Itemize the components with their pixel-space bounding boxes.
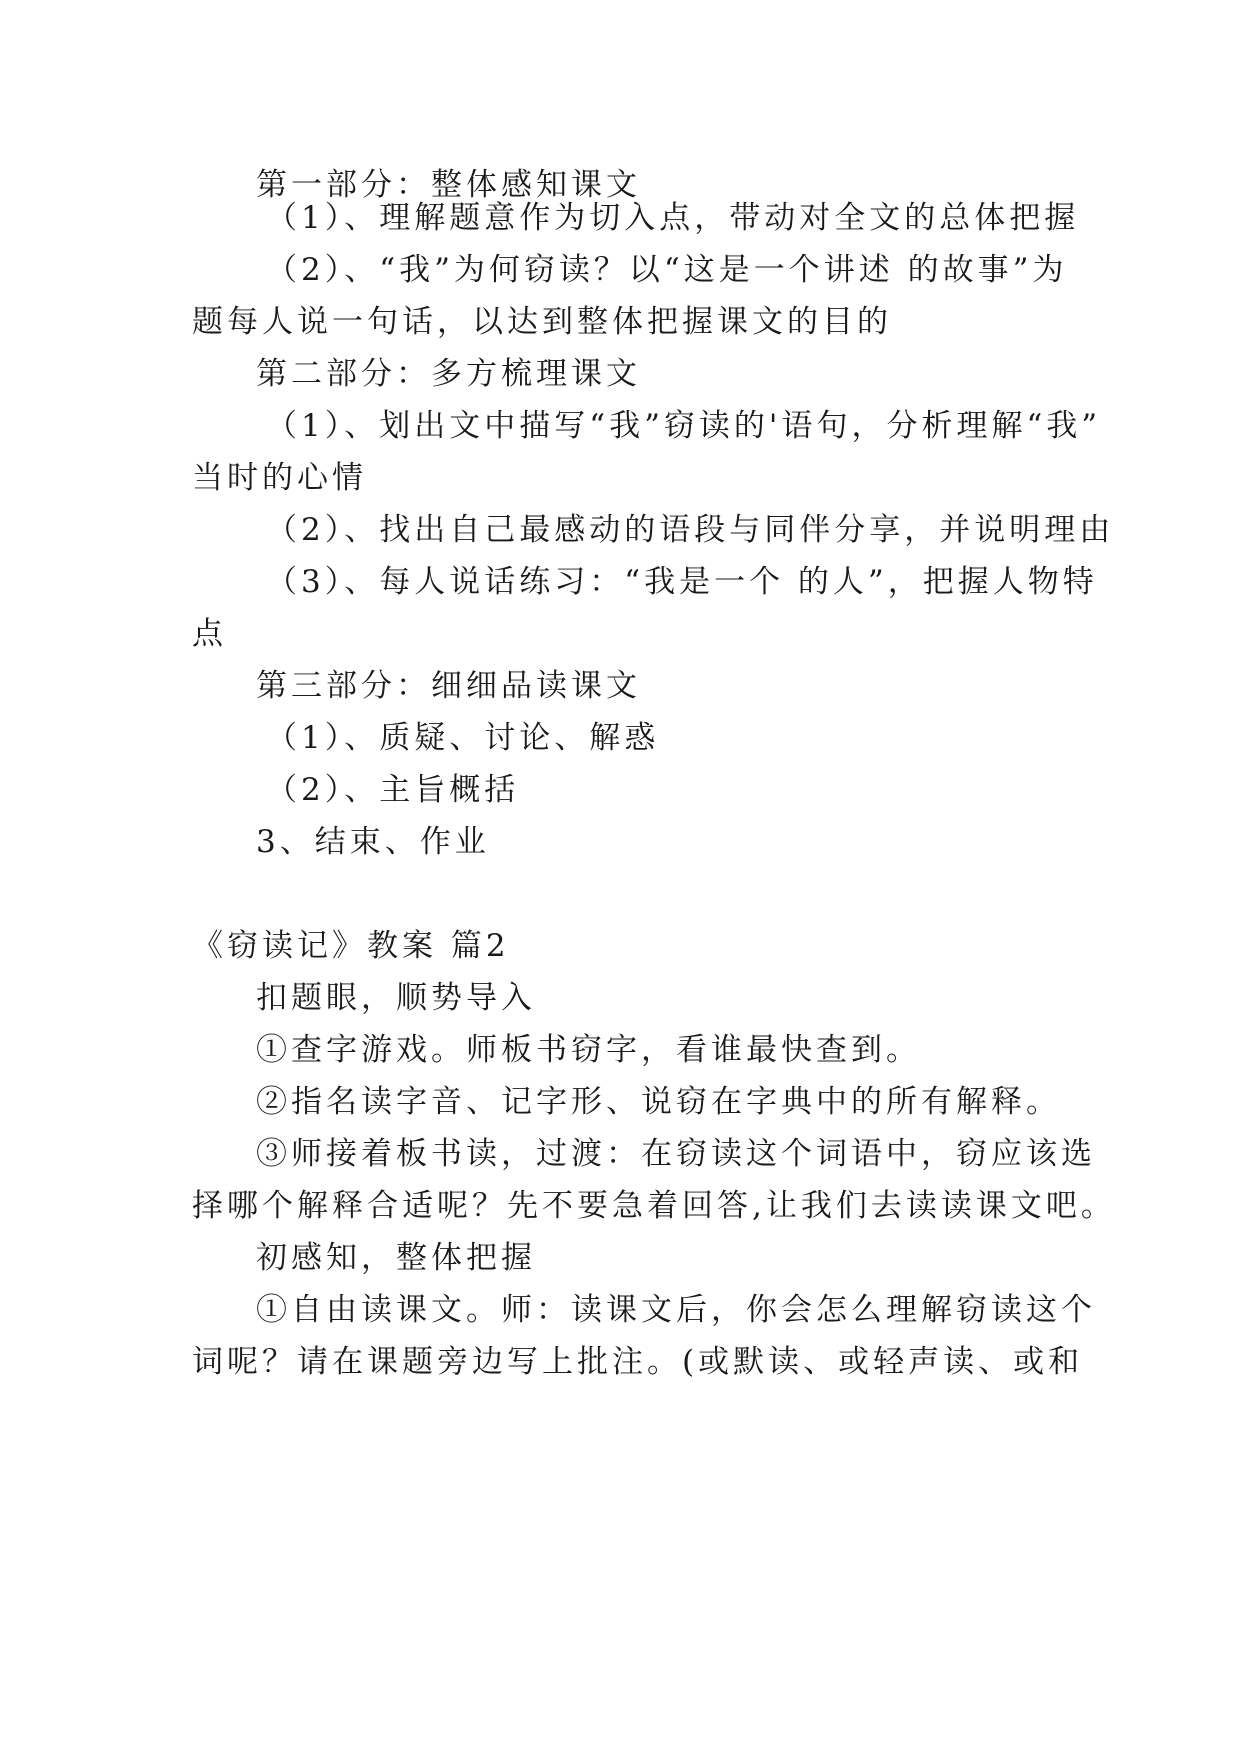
paragraph-line: （3）、每人说话练习：“我是一个 的人”，把握人物特 [266, 564, 1098, 600]
section-heading-part-one: 第一部分：整体感知课文 [256, 167, 641, 203]
paragraph-line: ①查字游戏。师板书窃字，看谁最快查到。 [256, 1032, 921, 1068]
paragraph-line: 题每人说一句话，以达到整体把握课文的目的 [192, 304, 892, 340]
paragraph-line: （2）、“我”为何窃读？以“这是一个讲述 的故事”为 [266, 252, 1068, 288]
paragraph-line: （2）、主旨概括 [266, 772, 520, 808]
paragraph-line: ①自由读课文。师：读课文后，你会怎么理解窃读这个 [256, 1292, 1096, 1328]
paragraph-line: ②指名读字音、记字形、说窃在字典中的所有解释。 [256, 1084, 1061, 1120]
paragraph-line: （2）、找出自己最感动的语段与同伴分享，并说明理由 [266, 512, 1115, 548]
paragraph-line: ③师接着板书读，过渡：在窃读这个词语中，窃应该选 [256, 1136, 1096, 1172]
paragraph-line: （1）、划出文中描写“我”窃读的'语句，分析理解“我” [266, 408, 1102, 444]
paragraph-line: （1）、理解题意作为切入点，带动对全文的总体把握 [266, 200, 1080, 236]
paragraph-line: 3、结束、作业 [256, 824, 490, 860]
section-heading: 扣题眼，顺势导入 [256, 980, 536, 1016]
paragraph-line: 点 [192, 616, 227, 652]
paragraph-line: 词呢？请在课题旁边写上批注。(或默读、或轻声读、或和 [192, 1344, 1084, 1380]
paragraph-line: 当时的心情 [192, 460, 367, 496]
paragraph-line: （1）、质疑、讨论、解惑 [266, 720, 660, 756]
section-heading-part-three: 第三部分：细细品读课文 [256, 668, 641, 704]
paragraph-line: 择哪个解释合适呢？先不要急着回答,让我们去读读课文吧。 [192, 1188, 1116, 1224]
section-heading: 初感知，整体把握 [256, 1240, 536, 1276]
section-heading-part-two: 第二部分：多方梳理课文 [256, 356, 641, 392]
lesson-plan-title: 《窃读记》教案 篇2 [192, 928, 510, 964]
